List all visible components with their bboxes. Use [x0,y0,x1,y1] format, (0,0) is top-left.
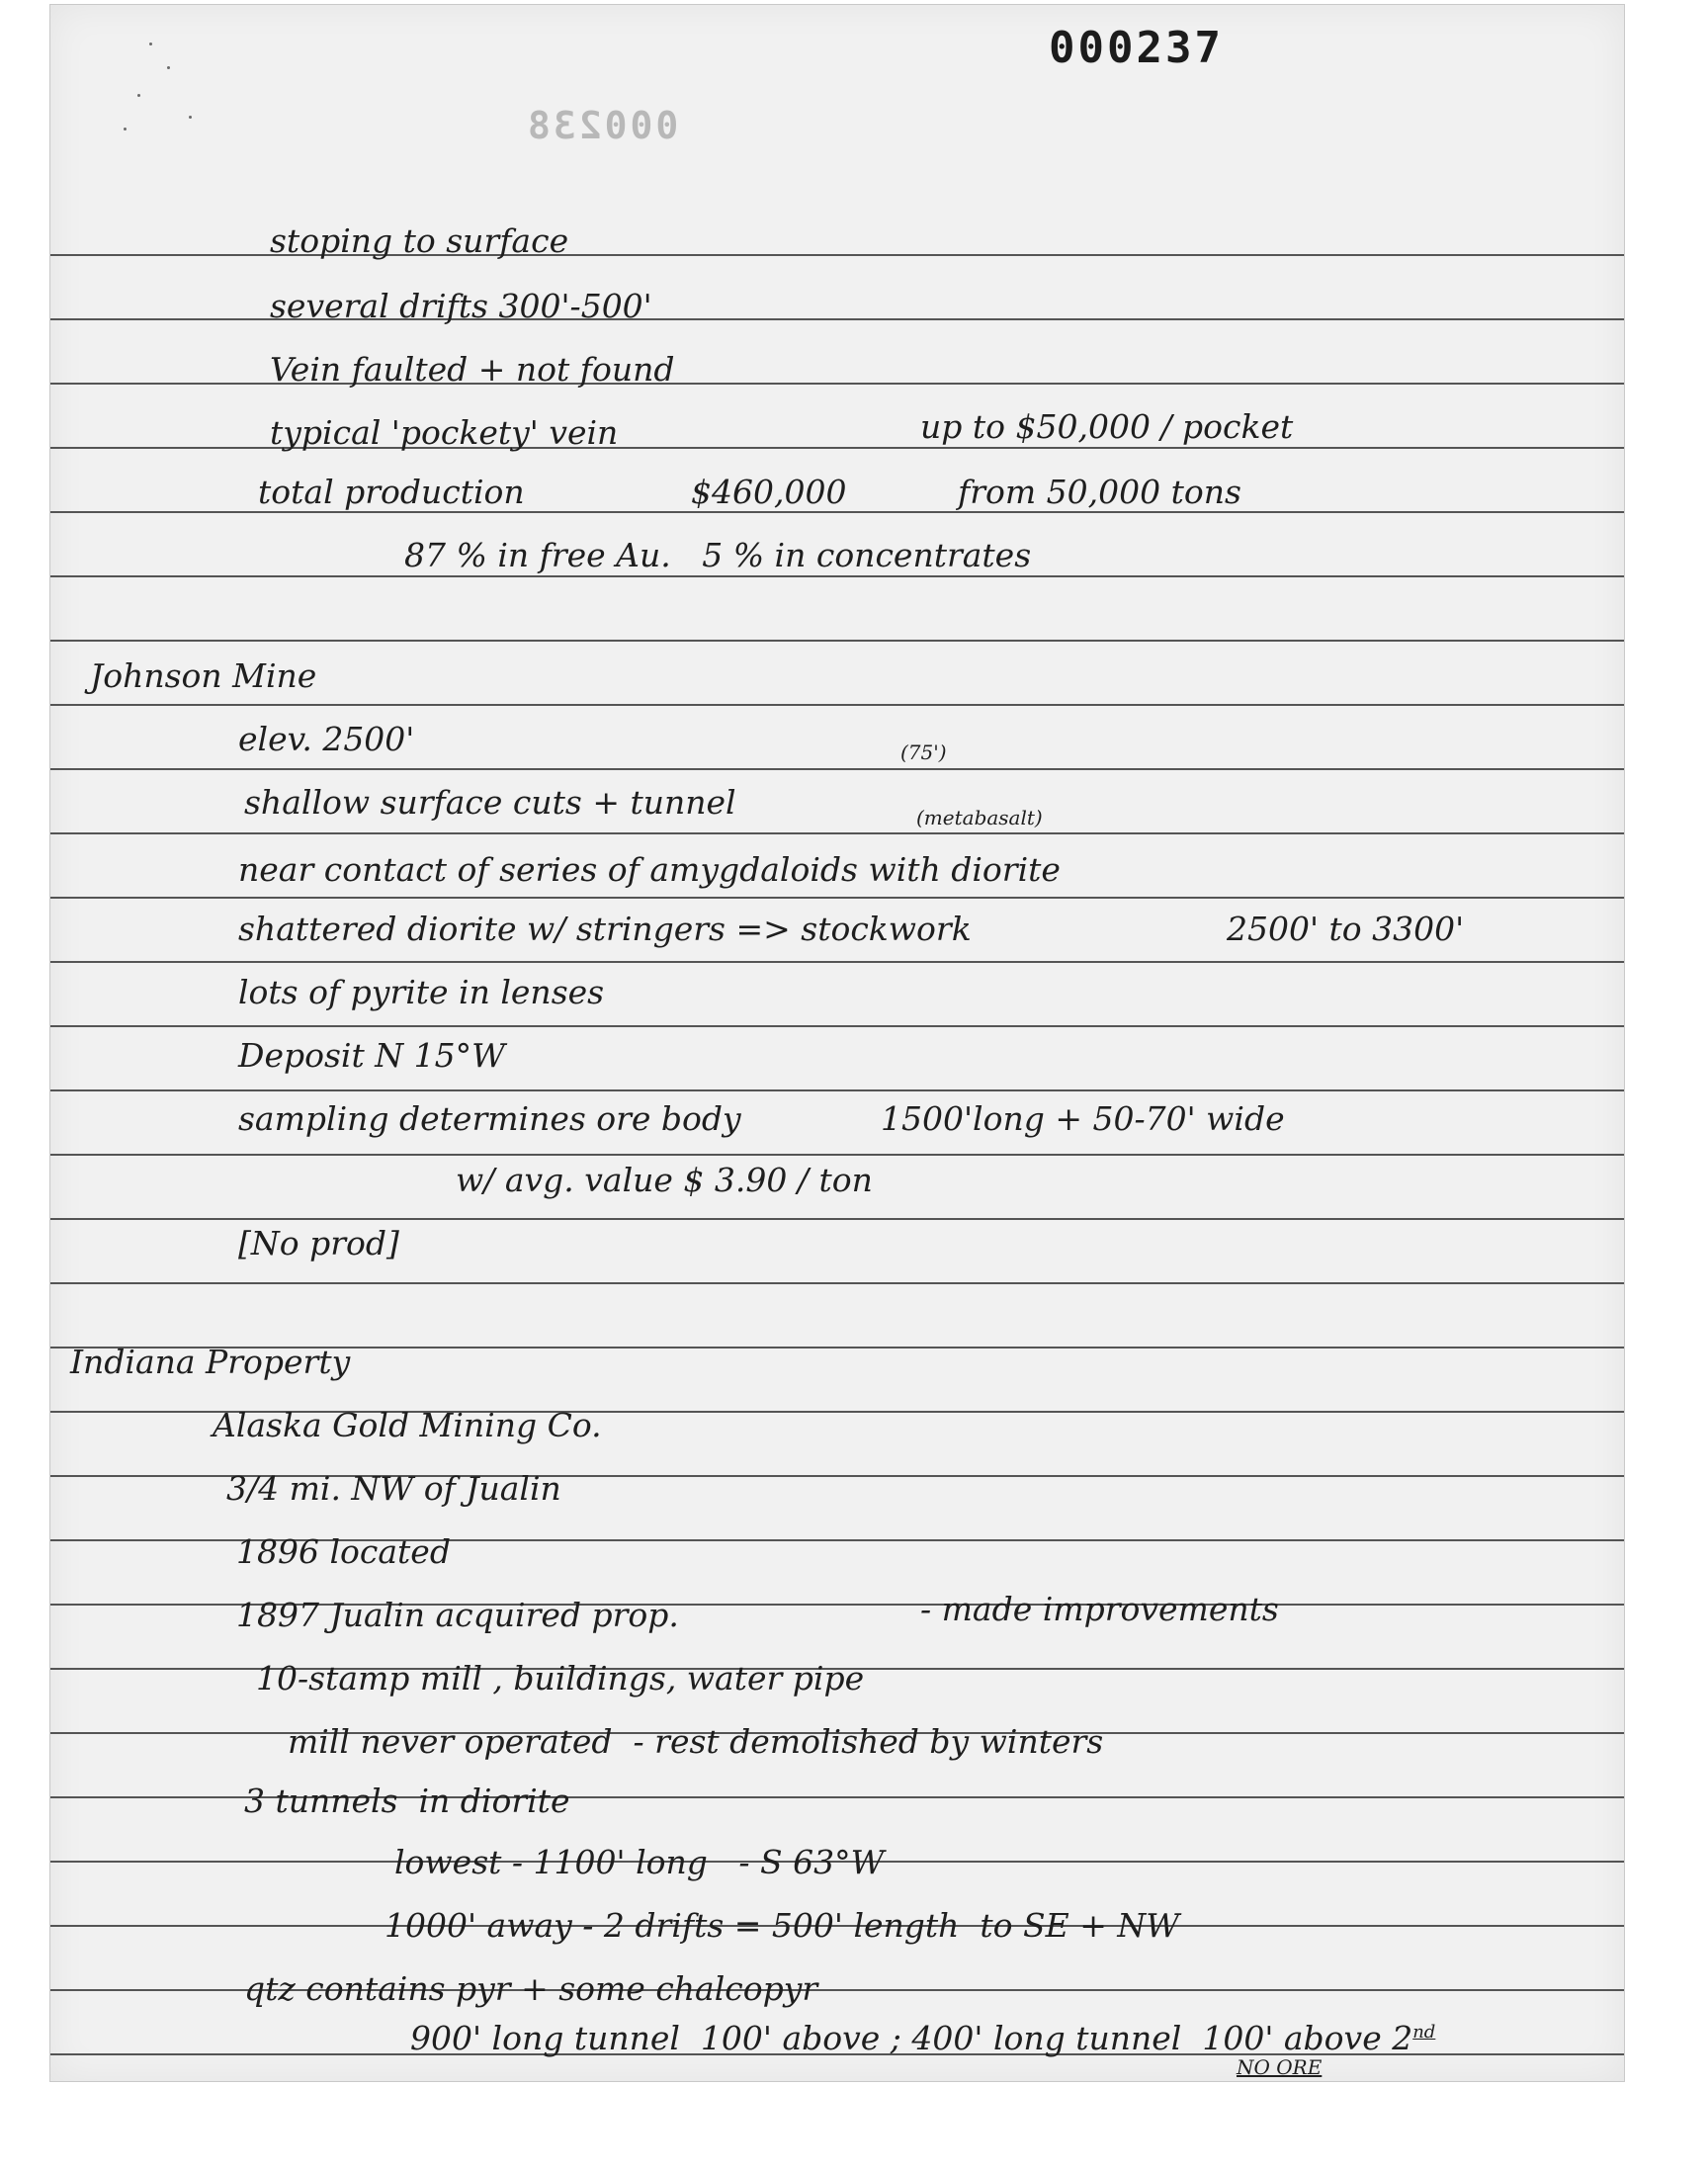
note-line: up to $50,000 / pocket [920,407,1294,446]
scan-speck [149,43,152,45]
annotation: NO ORE [1237,2055,1323,2079]
note-line: lowest - 1100' long - S 63°W [394,1843,885,1881]
note-line: 2500' to 3300' [1227,910,1465,948]
note-line: [No prod] [238,1224,399,1262]
note-line: 3/4 mi. NW of Jualin [226,1469,561,1508]
bates-number-stamp: 000237 [1049,23,1224,73]
bleed-through-number: 000238 [525,104,679,147]
annotation: (metabasalt) [916,806,1043,829]
ruled-line [50,704,1624,706]
note-line: from 50,000 tons [958,473,1241,511]
ruled-line [50,897,1624,899]
section-heading: Indiana Property [70,1343,351,1381]
ruled-line [50,1089,1624,1091]
note-line: near contact of series of amygdaloids with diorite [238,850,1061,889]
note-text: 900' long tunnel 100' above ; 400' long tunnel 100' above 2 [410,2019,1413,2057]
scan-speck [189,116,192,119]
ruled-line [50,832,1624,834]
note-line: - made improvements [920,1590,1279,1628]
ruled-line [50,640,1624,642]
ruled-line [50,1282,1624,1284]
note-line: 1000' away - 2 drifts = 500' length to SE + NW [384,1906,1180,1945]
note-line: qtz contains pyr + some chalcopyr [244,1969,818,2008]
ruled-line [50,961,1624,963]
notebook-page [49,4,1625,2082]
note-line: several drifts 300'-500' [270,287,652,325]
note-line: 1897 Jualin acquired prop. [236,1596,679,1634]
note-line: lots of pyrite in lenses [238,973,605,1011]
ruled-line [50,575,1624,577]
ruled-line [50,1218,1624,1220]
note-line: sampling determines ore body [238,1099,741,1138]
note-line: stoping to surface [270,221,569,260]
note-line: 1896 located [236,1532,451,1571]
scan-speck [167,66,170,69]
ruled-line [50,768,1624,770]
note-line: $460,000 [691,473,847,511]
ruled-line [50,511,1624,513]
section-heading: Johnson Mine [90,656,317,695]
note-line: 87 % in free Au. 5 % in concentrates [404,536,1032,574]
note-line: elev. 2500' [238,720,415,758]
scan-speck [137,94,140,97]
ruled-line [50,1025,1624,1027]
note-line: shallow surface cuts + tunnel [244,783,736,822]
note-line: Vein faulted + not found [270,350,675,389]
note-line: 1500'long + 50-70' wide [881,1099,1285,1138]
note-line: total production [258,473,525,511]
scan-speck [124,128,127,130]
note-line: shattered diorite w/ stringers => stockwork [238,910,972,948]
note-line: Alaska Gold Mining Co. [213,1406,602,1444]
note-line: 10-stamp mill , buildings, water pipe [256,1659,865,1697]
note-line: typical 'pockety' vein [270,413,619,452]
note-line: 3 tunnels in diorite [244,1782,570,1820]
note-line [410,2019,1436,2057]
note-line: w/ avg. value $ 3.90 / ton [456,1161,873,1199]
ruled-line [50,1154,1624,1156]
note-line: mill never operated - rest demolished by winters [288,1722,1104,1761]
annotation: (75') [900,740,947,764]
note-line: Deposit N 15°W [238,1036,505,1075]
superscript: nd [1412,2022,1436,2043]
